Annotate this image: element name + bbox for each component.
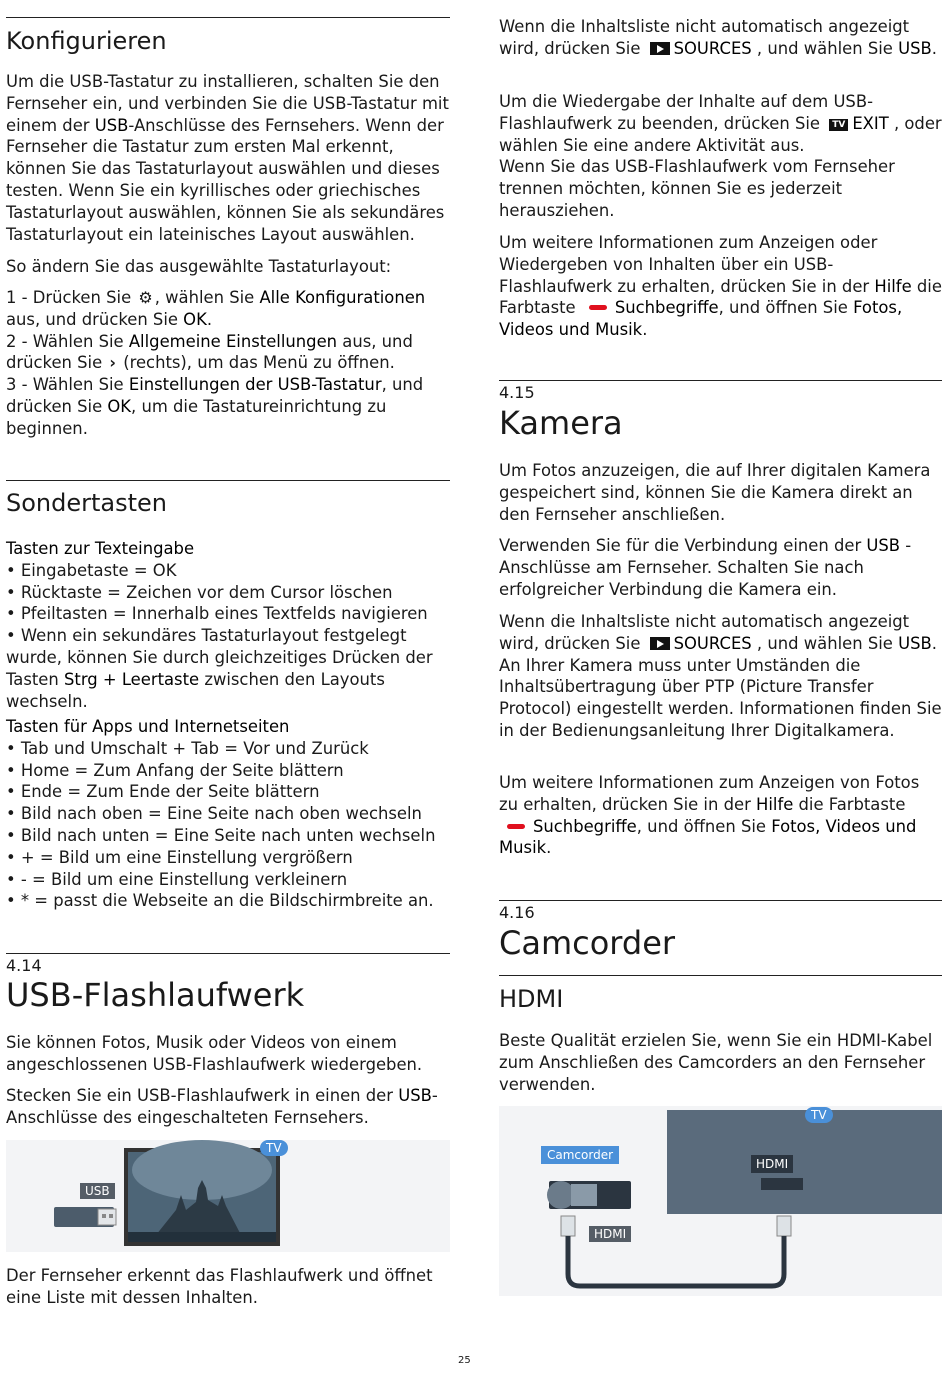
usb-label: USB — [80, 1183, 115, 1199]
usb-sources-paragraph: Wenn die Inhaltsliste nicht automatisch angezeigt wird, drücken Sie SOURCES , und wählen Sie USB. — [499, 17, 937, 58]
sondertasten-text-keys: Tasten zur Texteingabe • Eingabetaste = OK • Rücktaste = Zeichen vor dem Cursor löschen • Pfeiltasten = Innerhalb eines Textfelds navigieren • Wenn ein sekundäres Tastaturlayout festgelegt wurde, können Sie durch gleichzeitiges Drücken der Tasten Strg + Leertaste zwischen den Layouts wechseln. — [6, 539, 433, 711]
gear-icon: ⚙ — [138, 288, 153, 307]
heading-usb-flashlaufwerk: USB-Flashlaufwerk — [6, 976, 305, 1014]
heading-hdmi: HDMI — [499, 985, 564, 1013]
kamera-paragraph-4: Um weitere Informationen zum Anzeigen von Fotos zu erhalten, drücken Sie in der Hilfe die Farbtaste Suchbegriffe, und öffnen Sie Fotos, Videos und Musik. — [499, 773, 920, 858]
usb-help-paragraph: Um weitere Informationen zum Anzeigen oder Wiedergeben von Inhalten über ein USB-Flashlaufwerk zu erhalten, drücken Sie in der Hilfe die Farbtaste Suchbegriffe, und öffnen Sie Fotos, Videos und Musik. — [499, 233, 942, 340]
kamera-paragraph-3: Wenn die Inhaltsliste nicht automatisch angezeigt wird, drücken Sie SOURCES , und wählen Sie USB. An Ihrer Kamera muss unter Umständen die Inhaltsübertragung über PTP (Picture Transfer Protocol) eingestellt werden. Informationen finden Sie in der Bedienungsanleitung Ihrer Digitalkamera. — [499, 612, 942, 740]
heading-kamera: Kamera — [499, 404, 623, 442]
section-number: 4.14 — [6, 956, 42, 975]
section-rule — [499, 975, 942, 976]
usb-paragraph-2: Stecken Sie ein USB-Flashlaufwerk in einen der USB-Anschlüsse des eingeschalteten Fernsehers. — [6, 1086, 438, 1127]
usb-illustration — [6, 1140, 450, 1252]
tv-badge: TV — [260, 1140, 288, 1156]
red-key-icon — [507, 824, 525, 829]
hdmi-cable-label: HDMI — [589, 1226, 631, 1242]
page-number: 25 — [458, 1355, 471, 1366]
usb-paragraph-3: Der Fernseher erkennt das Flashlaufwerk und öffnet eine Liste mit dessen Inhalten. — [6, 1266, 433, 1307]
usb-paragraph-1: Sie können Fotos, Musik oder Videos von einem angeschlossenen USB-Flashlaufwerk wiedergeben. — [6, 1033, 423, 1074]
camcorder-illustration — [499, 1106, 942, 1296]
heading-konfigurieren: Konfigurieren — [6, 27, 167, 55]
section-number: 4.15 — [499, 383, 535, 402]
chevron-right-icon: › — [109, 353, 116, 373]
tv-badge: TV — [805, 1107, 833, 1123]
kamera-paragraph-1: Um Fotos anzuzeigen, die auf Ihrer digitalen Kamera gespeichert sind, können Sie die Kamera direkt an den Fernseher anschließen. — [499, 461, 931, 524]
red-key-icon — [589, 305, 607, 310]
konfig-steps: 1 - Drücken Sie ⚙ , wählen Sie Alle Konfigurationen aus, und drücken Sie OK. 2 - Wählen Sie Allgemeine Einstellungen aus, und drücken Sie › (rechts), um das Menü zu öffnen. 3 - Wählen Sie Einstellungen der USB-Tastatur, und drücken Sie OK, um die Tastatureinrichtung zu beginnen. — [6, 288, 426, 438]
sources-icon — [650, 637, 670, 650]
kamera-paragraph-2: Verwenden Sie für die Verbindung einen der USB -Anschlüsse am Fernseher. Schalten Sie nach erfolgreicher Verbindung die Kamera ein. — [499, 536, 912, 599]
heading-sondertasten: Sondertasten — [6, 489, 168, 517]
section-rule — [499, 380, 942, 381]
usb-exit-paragraph: Um die Wiedergabe der Inhalte auf dem USB-Flashlaufwerk zu beenden, drücken Sie TV EXIT , oder wählen Sie eine andere Aktivität aus. Wenn Sie das USB-Flashlaufwerk vom Fernseher trennen möchten, können Sie es jederzeit herausziehen. — [499, 92, 942, 220]
konfig-paragraph-2: So ändern Sie das ausgewählte Tastaturlayout: — [6, 257, 392, 276]
section-number: 4.16 — [499, 903, 535, 922]
section-rule — [6, 953, 450, 954]
camcorder-label: Camcorder — [541, 1146, 619, 1164]
tv-icon: TV — [829, 119, 848, 131]
sources-icon — [650, 42, 670, 55]
hdmi-port-label: HDMI — [751, 1155, 793, 1173]
heading-camcorder: Camcorder — [499, 924, 676, 962]
camcorder-paragraph: Beste Qualität erzielen Sie, wenn Sie ein HDMI-Kabel zum Anschließen des Camcorders an den Fernseher verwenden. — [499, 1031, 933, 1094]
section-rule — [6, 17, 450, 18]
section-rule — [6, 480, 450, 481]
konfig-paragraph-1: Um die USB-Tastatur zu installieren, schalten Sie den Fernseher ein, und verbinden Sie die USB-Tastatur mit einem der USB-Anschlüsse des Fernsehers. Wenn der Fernseher die Tastatur zum ersten Mal erkennt, können Sie das Tastaturlayout auswählen und dieses testen. Wenn Sie ein kyrillisches oder griechisches Tastaturlayout auswählen, können Sie als sekundäres Tastaturlayout ein lateinisches Layout auswählen. — [6, 72, 449, 244]
section-rule — [499, 900, 942, 901]
sondertasten-app-keys: Tasten für Apps und Internetseiten • Tab und Umschalt + Tab = Vor und Zurück • Home = Zum Anfang der Seite blättern • Ende = Zum Ende der Seite blättern • Bild nach oben = Eine Seite nach oben wechseln • Bild nach unten = Eine Seite nach unten wechseln • + = Bild um eine Einstellung vergrößern • - = Bild um eine Einstellung verkleinern • * = passt die Webseite an die Bildschirmbreite an. — [6, 717, 436, 911]
